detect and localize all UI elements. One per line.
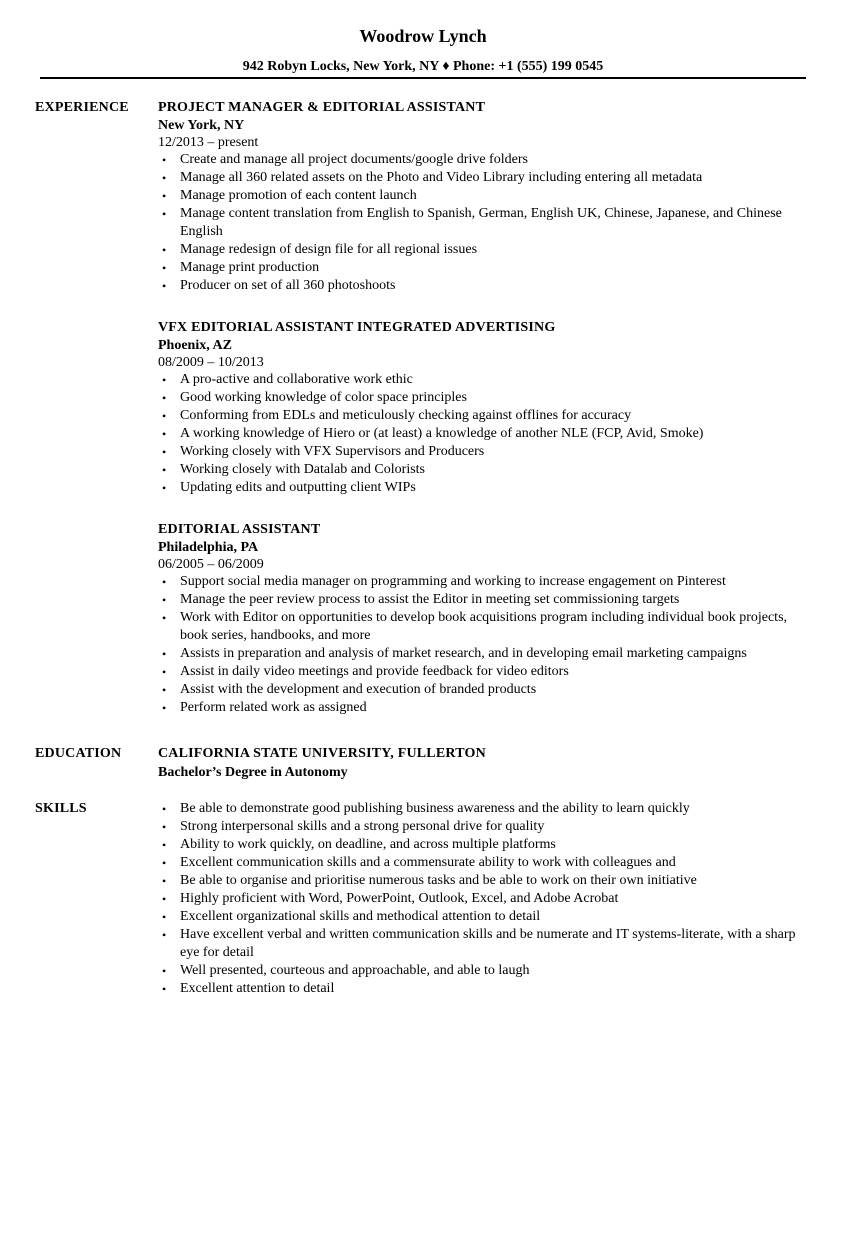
skills-list xyxy=(158,800,808,998)
job-bullet: • Working closely with Datalab and Colorists xyxy=(158,461,808,479)
job-bullet: • Manage content translation from English to Spanish, German, English UK, Chinese, Japanese, and Chinese English xyxy=(158,205,808,241)
job-bullet: • A working knowledge of Hiero or (at least) a knowledge of another NLE (FCP, Avid, Smoke) xyxy=(158,425,808,443)
job-bullet: • Manage promotion of each content launch xyxy=(158,187,808,205)
section-title-experience: EXPERIENCE xyxy=(35,100,129,115)
job-bullet: • Assists in preparation and analysis of market research, and in developing email marketing campaigns xyxy=(158,645,808,663)
job-bullet: • Create and manage all project documents/google drive folders xyxy=(158,151,808,169)
job-bullet: • Manage print production xyxy=(158,259,808,277)
skill-item: • Be able to demonstrate good publishing business awareness and the ability to learn quickly xyxy=(158,800,808,818)
skill-item: • Excellent organizational skills and methodical attention to detail xyxy=(158,908,808,926)
job-entry xyxy=(158,319,808,497)
skill-item: • Excellent communication skills and a commensurate ability to work with colleagues and xyxy=(158,854,808,872)
skill-item: • Excellent attention to detail xyxy=(158,980,808,998)
job-title: EDITORIAL ASSISTANT xyxy=(158,522,321,537)
section-title-education: EDUCATION xyxy=(35,746,122,761)
job-bullets xyxy=(158,371,808,497)
job-dates: 06/2005 – 06/2009 xyxy=(158,557,264,572)
job-bullets xyxy=(158,151,808,295)
job-dates: 08/2009 – 10/2013 xyxy=(158,355,264,370)
skill-item: • Strong interpersonal skills and a strong personal drive for quality xyxy=(158,818,808,836)
job-bullet: • Assist in daily video meetings and provide feedback for video editors xyxy=(158,663,808,681)
header-divider xyxy=(40,77,806,79)
contact-line: 942 Robyn Locks, New York, NY ♦ Phone: +1 (555) 199 0545 xyxy=(242,59,604,74)
skill-item: • Have excellent verbal and written communication skills and be numerate and IT systems-literate, with a sharp eye for detail xyxy=(158,926,808,962)
job-bullet: • Manage redesign of design file for all regional issues xyxy=(158,241,808,259)
job-bullet: • Manage the peer review process to assist the Editor in meeting set commissioning targets xyxy=(158,591,808,609)
job-bullet: • Updating edits and outputting client WIPs xyxy=(158,479,808,497)
job-location: New York, NY xyxy=(158,118,245,133)
job-bullet: • Work with Editor on opportunities to develop book acquisitions program including individual book projects, book series, handbooks, and more xyxy=(158,609,808,645)
job-title: VFX EDITORIAL ASSISTANT INTEGRATED ADVERTISING xyxy=(158,320,556,335)
skills-content xyxy=(158,800,808,998)
job-entry xyxy=(158,521,808,717)
job-title: PROJECT MANAGER & EDITORIAL ASSISTANT xyxy=(158,100,486,115)
job-location: Philadelphia, PA xyxy=(158,540,259,555)
job-bullets xyxy=(158,573,808,717)
job-bullet: • Good working knowledge of color space principles xyxy=(158,389,808,407)
education-content xyxy=(158,745,808,782)
job-location: Phoenix, AZ xyxy=(158,338,232,353)
section-title-skills: SKILLS xyxy=(35,801,87,816)
job-bullet: • Support social media manager on programming and working to increase engagement on Pinterest xyxy=(158,573,808,591)
skill-item: • Ability to work quickly, on deadline, and across multiple platforms xyxy=(158,836,808,854)
job-bullet: • Perform related work as assigned xyxy=(158,699,808,717)
experience-content xyxy=(158,99,808,733)
candidate-name: Woodrow Lynch xyxy=(359,26,487,46)
job-bullet: • Conforming from EDLs and meticulously checking against offlines for accuracy xyxy=(158,407,808,425)
skill-item: • Highly proficient with Word, PowerPoint, Outlook, Excel, and Adobe Acrobat xyxy=(158,890,808,908)
job-entry xyxy=(158,99,808,295)
school-name: CALIFORNIA STATE UNIVERSITY, FULLERTON xyxy=(158,746,486,761)
skill-item: • Well presented, courteous and approachable, and able to laugh xyxy=(158,962,808,980)
job-bullet: • A pro-active and collaborative work ethic xyxy=(158,371,808,389)
degree: Bachelor’s Degree in Autonomy xyxy=(158,765,348,780)
job-bullet: • Producer on set of all 360 photoshoots xyxy=(158,277,808,295)
job-bullet: • Assist with the development and execution of branded products xyxy=(158,681,808,699)
skill-item: • Be able to organise and prioritise numerous tasks and be able to work on their own initiative xyxy=(158,872,808,890)
job-dates: 12/2013 – present xyxy=(158,135,259,150)
job-bullet: • Working closely with VFX Supervisors and Producers xyxy=(158,443,808,461)
resume-header xyxy=(0,24,846,48)
job-bullet: • Manage all 360 related assets on the Photo and Video Library including entering all metadata xyxy=(158,169,808,187)
